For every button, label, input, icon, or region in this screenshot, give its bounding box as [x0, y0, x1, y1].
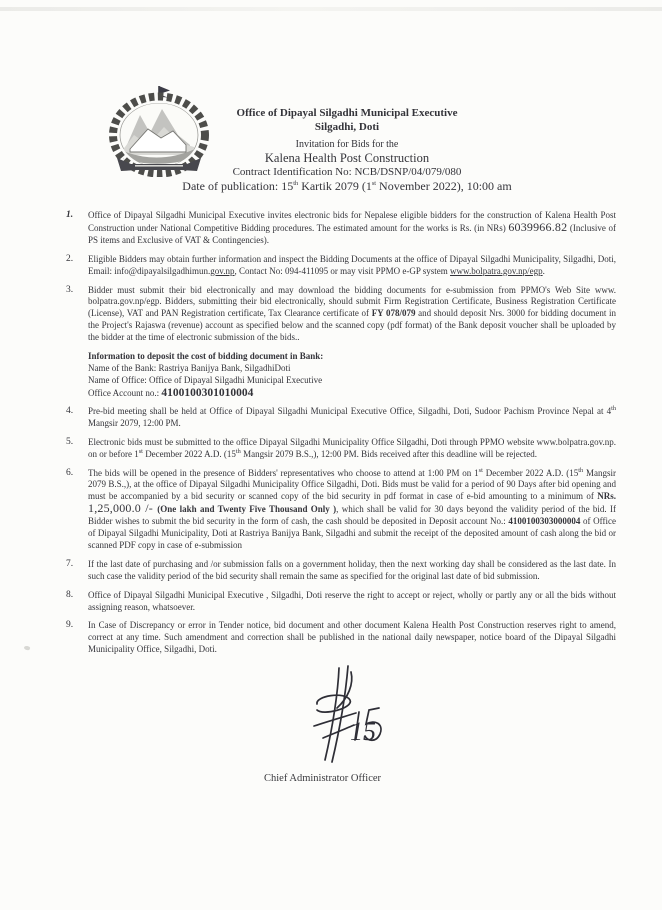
notice-item [66, 559, 616, 583]
signature-scribble-icon [287, 664, 407, 768]
item-body [88, 559, 616, 583]
item-number: 1. [66, 210, 74, 220]
notice-item [66, 406, 616, 430]
item-number: 5. [66, 436, 74, 447]
item-body [88, 254, 616, 278]
item-text: Office of Dipayal Silgadhi Municipal Executive invites electronic bids for Nepalese eligible bidders for the construction of Kalena Health Post Construction under National Competitive Bidding procedures. The estimated amount for the works is Rs. (in NRs) 6039966.82 (Inclusive of PS items and Exclusive of VAT & Contingencies). [88, 210, 616, 245]
item-number: 8. [66, 589, 74, 600]
document-header [72, 107, 622, 194]
publication-date: Date of publication: 15th Kartik 2079 (1st November 2022), 10:00 am [182, 179, 512, 193]
item-text: Eligible Bidders may obtain further information and inspect the Bidding Documents at the office of Dipayal Silgadhi Municipality, Silgadhi, Doti, Email: info@dipayalsilgadhimun.gov.np, Contact No: 094-411095 or may visit PPMO e-GP system www.bolpatra.gov.np/egp. [88, 253, 616, 276]
item-body [88, 437, 616, 461]
item-body [88, 468, 616, 552]
item-number: 6. [66, 467, 74, 478]
item-number: 3. [66, 284, 74, 295]
item-text: If the last date of purchasing and /or submission falls on a government holiday, then the next working day shall be considered as the last date. In such case the validity period of the bid security shall remain the same as specified for the original last date of bid submission. [88, 558, 616, 581]
notice-items [66, 210, 616, 663]
scan-spot-artifact [24, 645, 31, 651]
invitation-line: Invitation for Bids for the [295, 139, 399, 150]
signatory-title: Chief Administrator Officer [264, 773, 382, 784]
item-number: 2. [66, 253, 74, 264]
item-number: 9. [66, 620, 74, 631]
item-number: 7. [66, 558, 74, 569]
item-body [88, 406, 616, 430]
office-name: Office of Dipayal Silgadhi Municipal Executive [236, 107, 458, 119]
item-text: Bidder must submit their bid electronically and may download the bidding documents for e-submission from PPMO's Web Site www. bolpatra.gov.np/egp. Bidders, submitting their bid electronically, should submit Firm Registration Certificate, Business Registration Certificate (License), VAT and PAN Registration certificate, Tax Clearance certificate of FY 078/079 and should deposit Nrs. 3000 for bidding document in the Project's Rajaswa (revenue) account as specified below and the scanned copy (pdf format) of the Bank deposit voucher shall be uploaded by the bidder at the time of electronic submission of the bids.. [88, 284, 616, 343]
notice-item [66, 285, 616, 399]
notice-item [66, 620, 616, 656]
notice-item [66, 210, 616, 247]
item-text: In Case of Discrepancy or error in Tender notice, bid document and other document Kalena Health Post Construction reserves right to amend, correct at any time. Such amendment and correction shall be published in the national daily newspaper, notice board of the Dipayal Silgadhi Municipality Office, Silgadhi, Doti. [88, 620, 616, 655]
office-location: Silgadhi, Doti [314, 121, 380, 133]
item-text: Electronic bids must be submitted to the office Dipayal Silgadhi Municipality Office Silgadhi, Doti through PPMO website www.bolpatra.gov.np. on or before 1st December 2022 A.D. (15th Mangsir 2079 B.S.,), 12:00 PM. Bids received after this deadline will be rejected. [88, 436, 616, 459]
item-text: Office of Dipayal Silgadhi Municipal Executive , Silgadhi, Doti reserve the right to accept or reject, wholly or partly any or all the bids without assigning reason, whatsoever. [88, 589, 616, 612]
bank-info-line: Information to deposit the cost of bidding document in Bank: [88, 351, 324, 362]
bank-info-line: Name of the Bank: Rastriya Banijya Bank, SilgadhiDoti [88, 363, 291, 374]
bank-info-line: Name of Office: Office of Dipayal Silgadhi Municipal Executive [88, 375, 323, 386]
notice-item [66, 254, 616, 278]
notice-item [66, 468, 616, 552]
item-body [88, 210, 616, 247]
item-body [88, 285, 616, 399]
scan-edge-artifact [0, 7, 662, 11]
signature-number: 15 [350, 717, 376, 746]
bank-info-line: Office Account no.: 4100100301010004 [88, 386, 254, 399]
item-body [88, 620, 616, 656]
project-title: Kalena Health Post Construction [264, 151, 430, 165]
item-text: The bids will be opened in the presence of Bidders' representatives who choose to attend at 1:00 PM on 1st December 2022 A.D. (15th Mangsir 2079 B.S.,), at the office of Dipayal Silgadhi Municipality Office Silgadhi, Doti. Bids must be valid for a period of 90 Days after bid opening and must be accompanied by a bid security or scanned copy of the bid security in pdf format in case of e-bid amounting to a minimum of NRs. 1,25,000.0 /- (One lakh and Twenty Five Thousand Only ), which shall be valid for 30 days beyond the validity period of the bid. If Bidder wishes to submit the bid security in the form of cash, the cash should be deposited in Deposit account No.: 4100100303000004 of Office of Dipayal Silgadhi Municipality, Doti at Rastriya Banijya Bank, Silgadhi and submit the receipt of the deposited amount of cash along the bid or scanned PDF copy in case of e-submission [88, 466, 617, 550]
signature-block [252, 664, 442, 785]
bank-info-block [88, 350, 616, 399]
notice-item [66, 437, 616, 461]
item-number: 4. [66, 405, 74, 416]
contract-id-line: Contract Identification No: NCB/DSNP/04/079/080 [232, 166, 462, 178]
item-body [88, 590, 616, 614]
notice-item [66, 590, 616, 614]
item-text: Pre-bid meeting shall be held at Office of Dipayal Silgadhi Municipal Executive Office, Silgadhi, Doti, Sudoor Pachism Province Nepal at 4th Mangsir 2079, 12:00 PM. [88, 404, 616, 428]
